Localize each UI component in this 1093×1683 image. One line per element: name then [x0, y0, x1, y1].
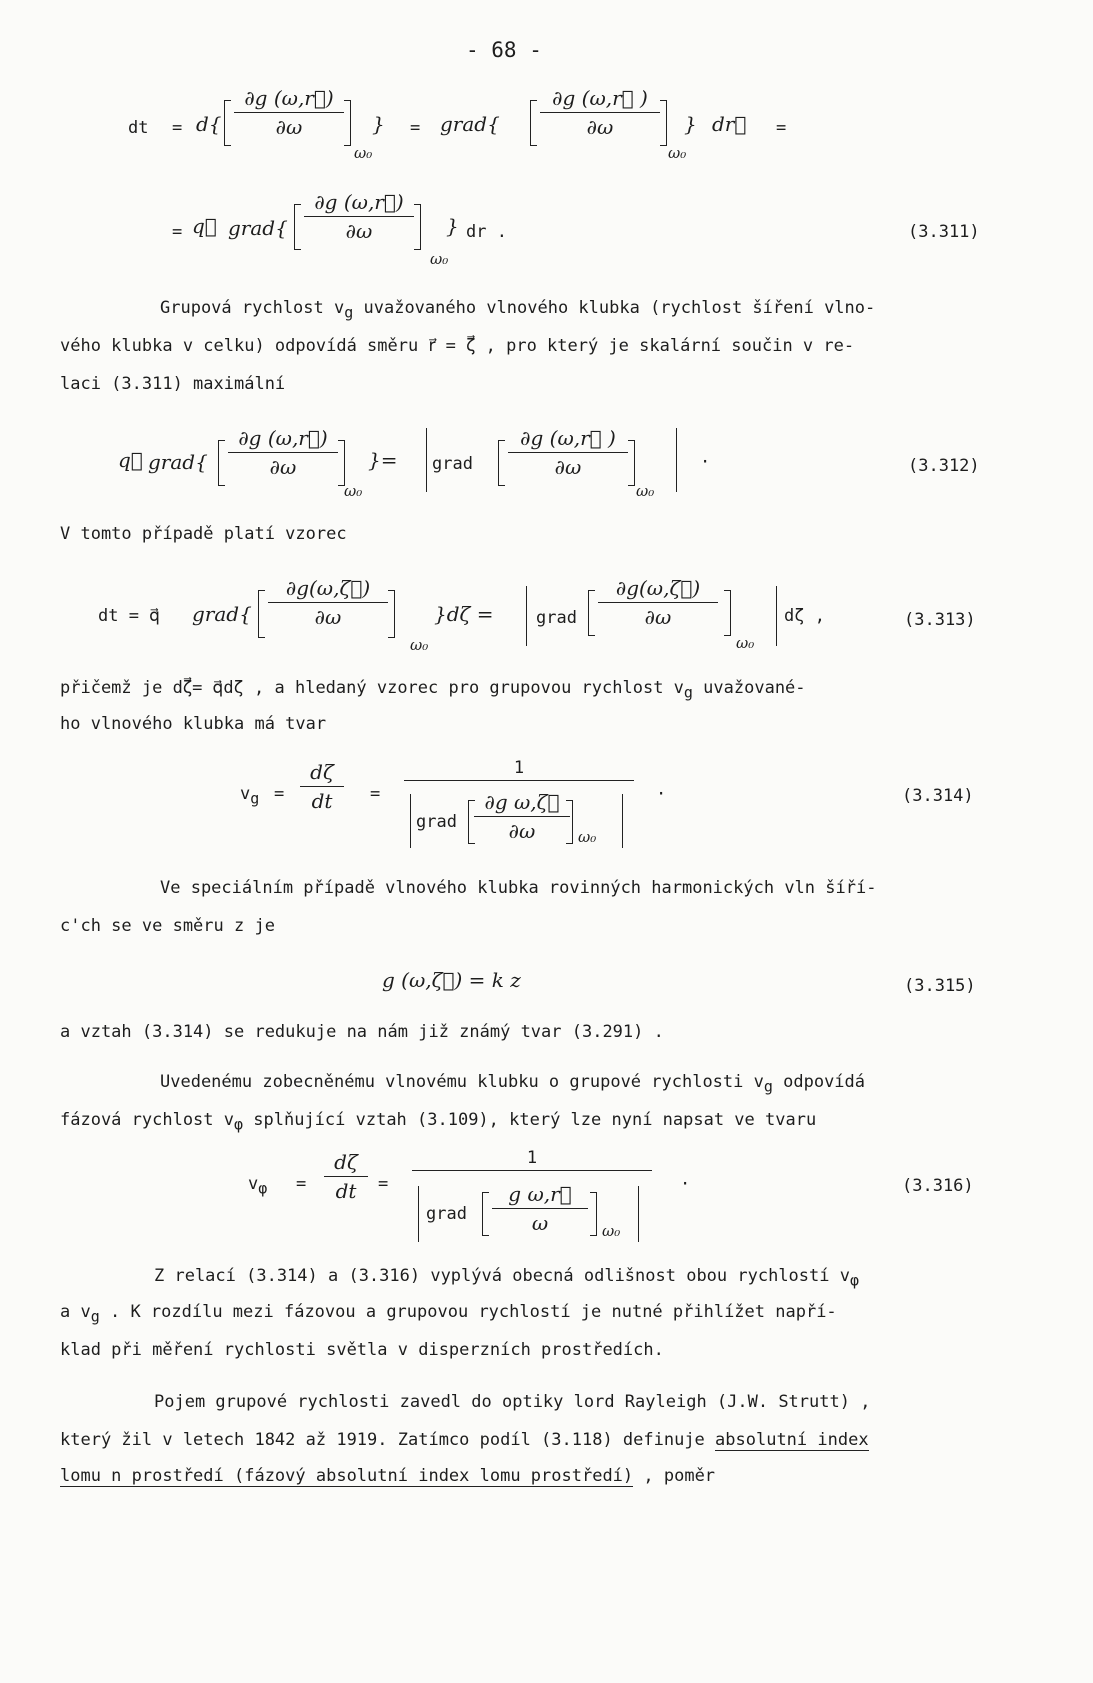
equation-number: (3.312)	[908, 456, 980, 476]
fraction: ∂g (ω,r⃗) ∂ω	[304, 190, 414, 243]
paragraph-line: ho vlnového klubka má tvar	[60, 714, 327, 734]
eq-lhs: $v_g$	[240, 784, 260, 808]
brace-close: }	[372, 112, 385, 136]
paragraph-line: Pojem grupové rychlosti zavedl do optiky lord Rayleigh (J.W. Strutt) ,	[154, 1392, 871, 1412]
paragraph-line: c'ch se ve směru z je	[60, 916, 275, 936]
paragraph-line: laci (3.311) maximální	[60, 374, 286, 394]
brace-close: }	[446, 214, 459, 238]
bracket-right	[414, 204, 421, 250]
fraction: ∂g (ω,r⃗) ∂ω	[234, 86, 344, 139]
paragraph-line: Z relací (3.314) a (3.316) vyplývá obecná odlišnost obou rychlostí $v_\varphi$	[154, 1266, 860, 1290]
paragraph-line: přičemž je dζ⃗= q⃗dζ , a hledaný vzorec pro grupovou rychlost $v_g$ uvažované-	[60, 678, 806, 702]
equation-number: (3.313)	[904, 610, 976, 630]
fraction: dζ dt	[324, 1150, 368, 1203]
underlined-term: lomu n prostředí (fázový absolutní index lomu prostředí)	[60, 1466, 634, 1486]
dot: ·	[656, 784, 667, 804]
tail: dζ ,	[784, 606, 825, 626]
equation-number: (3.314)	[902, 786, 974, 806]
eq-lhs: dt = q⃗	[98, 606, 160, 626]
bracket-left	[294, 204, 301, 250]
q-vector: q⃗	[118, 448, 143, 472]
paragraph-line: vého klubka v celku) odpovídá směru r⃗ = ζ⃗ , pro který je skalární součin v re-	[60, 336, 855, 356]
eq-sign: =	[410, 118, 421, 138]
fraction: g ω,r⃗ ω	[492, 1182, 588, 1235]
bracket-left	[218, 440, 225, 486]
eq-lhs: $v_\varphi$	[248, 1174, 268, 1198]
bracket-left	[530, 100, 537, 146]
paragraph-line: fázová rychlost $v_\varphi$ splňující vztah (3.109), který lze nyní napsat ve tvaru	[60, 1110, 817, 1134]
eq-sign: =	[274, 784, 285, 804]
paragraph-line: a vztah (3.314) se redukuje na nám již známý tvar (3.291) .	[60, 1022, 664, 1042]
paragraph-line: Grupová rychlost $v_g$ uvažovaného vlnového klubka (rychlost šíření vlno-	[160, 298, 876, 322]
grad-label: grad	[536, 608, 577, 628]
paragraph-line: Uvedenému zobecněnému vlnovému klubku o grupové rychlosti $v_g$ odpovídá	[160, 1072, 866, 1096]
paragraph-line: lomu n prostředí (fázový absolutní index lomu prostředí) , poměr	[60, 1466, 716, 1486]
bracket-right	[388, 590, 395, 638]
fraction: ∂g ω,ζ⃗ ∂ω	[474, 790, 570, 843]
abs-bar-right	[776, 586, 777, 646]
bracket-left	[588, 590, 595, 636]
grad-label: grad	[416, 812, 457, 832]
paragraph-line: V tomto případě platí vzorec	[60, 524, 347, 544]
bracket-right	[338, 440, 345, 486]
abs-bar-left	[526, 586, 527, 646]
dr-vector: dr⃗	[712, 112, 747, 136]
equation-number: (3.315)	[904, 976, 976, 996]
eq-sign: =	[378, 1174, 389, 1194]
subscript: ω₀	[344, 482, 363, 500]
abs-bar-right	[676, 428, 677, 492]
subscript: ω₀	[736, 634, 755, 652]
abs-bar-right	[622, 794, 623, 848]
brace-close: }=	[368, 448, 398, 472]
fraction: ∂g (ω,r⃗) ∂ω	[228, 426, 338, 479]
eq-sign: =	[172, 222, 183, 242]
dr-text: dr .	[466, 222, 507, 242]
grad-label: grad	[426, 1204, 467, 1224]
equation-3-315: g (ω,ζ⃗) = k z	[382, 968, 521, 992]
bracket-left	[498, 440, 505, 486]
fraction: dζ dt	[300, 760, 344, 813]
bracket-left	[224, 100, 231, 146]
eq-sign: =	[172, 118, 183, 138]
fraction: 1	[412, 1148, 652, 1173]
bracket-right	[566, 800, 573, 844]
fraction: ∂g(ω,ζ⃗) ∂ω	[598, 576, 718, 629]
page-number: - 68 -	[466, 38, 542, 62]
abs-bar-left	[426, 428, 427, 492]
fraction: 1	[404, 758, 634, 783]
grad-label: grad{	[192, 602, 252, 626]
bracket-right	[724, 590, 731, 636]
underlined-term: absolutní index	[715, 1430, 869, 1450]
brace-close: }dζ =	[434, 602, 494, 626]
subscript: ω₀	[578, 828, 597, 846]
eq-sign: =	[776, 118, 787, 138]
abs-bar-left	[410, 794, 411, 848]
grad-label: grad{	[440, 112, 500, 136]
fraction: ∂g (ω,r⃗ ) ∂ω	[540, 86, 660, 139]
abs-bar-left	[418, 1186, 419, 1242]
eq-lhs: dt	[128, 118, 149, 138]
subscript: ω₀	[430, 250, 449, 268]
paragraph-line: klad při měření rychlosti světla v disperzních prostředích.	[60, 1340, 664, 1360]
q-vector: q⃗	[192, 214, 217, 238]
fraction: ∂g (ω,r⃗ ) ∂ω	[508, 426, 628, 479]
paragraph-line: a $v_g$ . K rozdílu mezi fázovou a grupovou rychlostí je nutné přihlížet napří-	[60, 1302, 837, 1326]
subscript: ω₀	[354, 144, 373, 162]
subscript: ω₀	[602, 1222, 621, 1240]
bracket-right	[344, 100, 351, 146]
equation-number: (3.316)	[902, 1176, 974, 1196]
eq-d-brace: d{	[196, 112, 222, 136]
bracket-left	[258, 590, 265, 638]
fraction: ∂g(ω,ζ⃗) ∂ω	[268, 576, 388, 629]
dot: ·	[700, 452, 711, 472]
eq-sign: =	[296, 1174, 307, 1194]
eq-sign: =	[370, 784, 381, 804]
paragraph-line: Ve speciálním případě vlnového klubka rovinných harmonických vln šíří-	[160, 878, 877, 898]
bracket-left	[482, 1192, 489, 1236]
bracket-right	[628, 440, 635, 486]
brace-close: }	[684, 112, 697, 136]
subscript: ω₀	[410, 636, 429, 654]
subscript: ω₀	[636, 482, 655, 500]
grad-label: grad{	[148, 450, 208, 474]
abs-bar-right	[638, 1186, 639, 1242]
grad-label: grad	[432, 454, 473, 474]
equation-number: (3.311)	[908, 222, 980, 242]
grad-label: grad{	[228, 216, 288, 240]
bracket-right	[660, 100, 667, 146]
subscript: ω₀	[668, 144, 687, 162]
bracket-right	[590, 1192, 597, 1236]
dot: ·	[680, 1174, 691, 1194]
paragraph-line: který žil v letech 1842 až 1919. Zatímco podíl (3.118) definuje absolutní index	[60, 1430, 869, 1450]
